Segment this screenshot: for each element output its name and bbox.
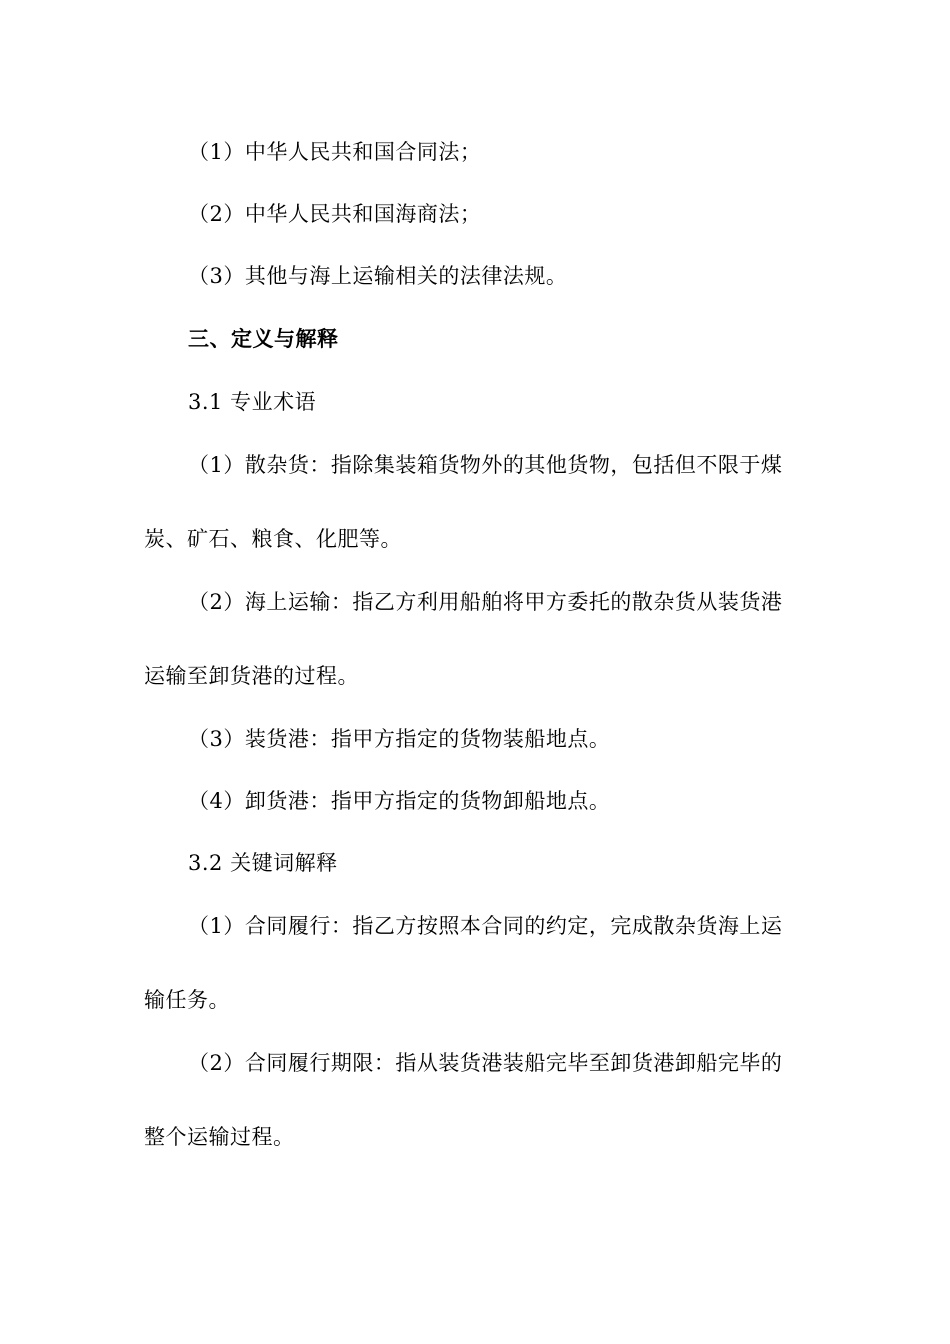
term-2-line-1: （2）海上运输：指乙方利用船舶将甲方委托的散杂货从装货港 — [188, 590, 783, 614]
section-heading-definitions: 三、定义与解释 — [188, 326, 339, 351]
keyword-1-line-2: 输任务。 — [144, 988, 230, 1012]
term-1-line-2: 炭、矿石、粮食、化肥等。 — [144, 527, 402, 551]
term-4: （4）卸货港：指甲方指定的货物卸船地点。 — [188, 789, 611, 813]
keyword-2-line-1: （2）合同履行期限：指从装货港装船完毕至卸货港卸船完毕的 — [188, 1051, 783, 1075]
law-item-1: （1）中华人民共和国合同法； — [188, 140, 482, 164]
subsection-heading-terms: 3.1 专业术语 — [188, 390, 317, 414]
keyword-2-line-2: 整个运输过程。 — [144, 1125, 295, 1149]
subsection-heading-keywords: 3.2 关键词解释 — [188, 851, 338, 875]
term-2-line-2: 运输至卸货港的过程。 — [144, 664, 359, 688]
term-3: （3）装货港：指甲方指定的货物装船地点。 — [188, 727, 611, 751]
keyword-1-line-1: （1）合同履行：指乙方按照本合同的约定，完成散杂货海上运 — [188, 914, 783, 938]
law-item-2: （2）中华人民共和国海商法； — [188, 202, 482, 226]
term-1-line-1: （1）散杂货：指除集装箱货物外的其他货物，包括但不限于煤 — [188, 453, 783, 477]
law-item-3: （3）其他与海上运输相关的法律法规。 — [188, 264, 568, 288]
